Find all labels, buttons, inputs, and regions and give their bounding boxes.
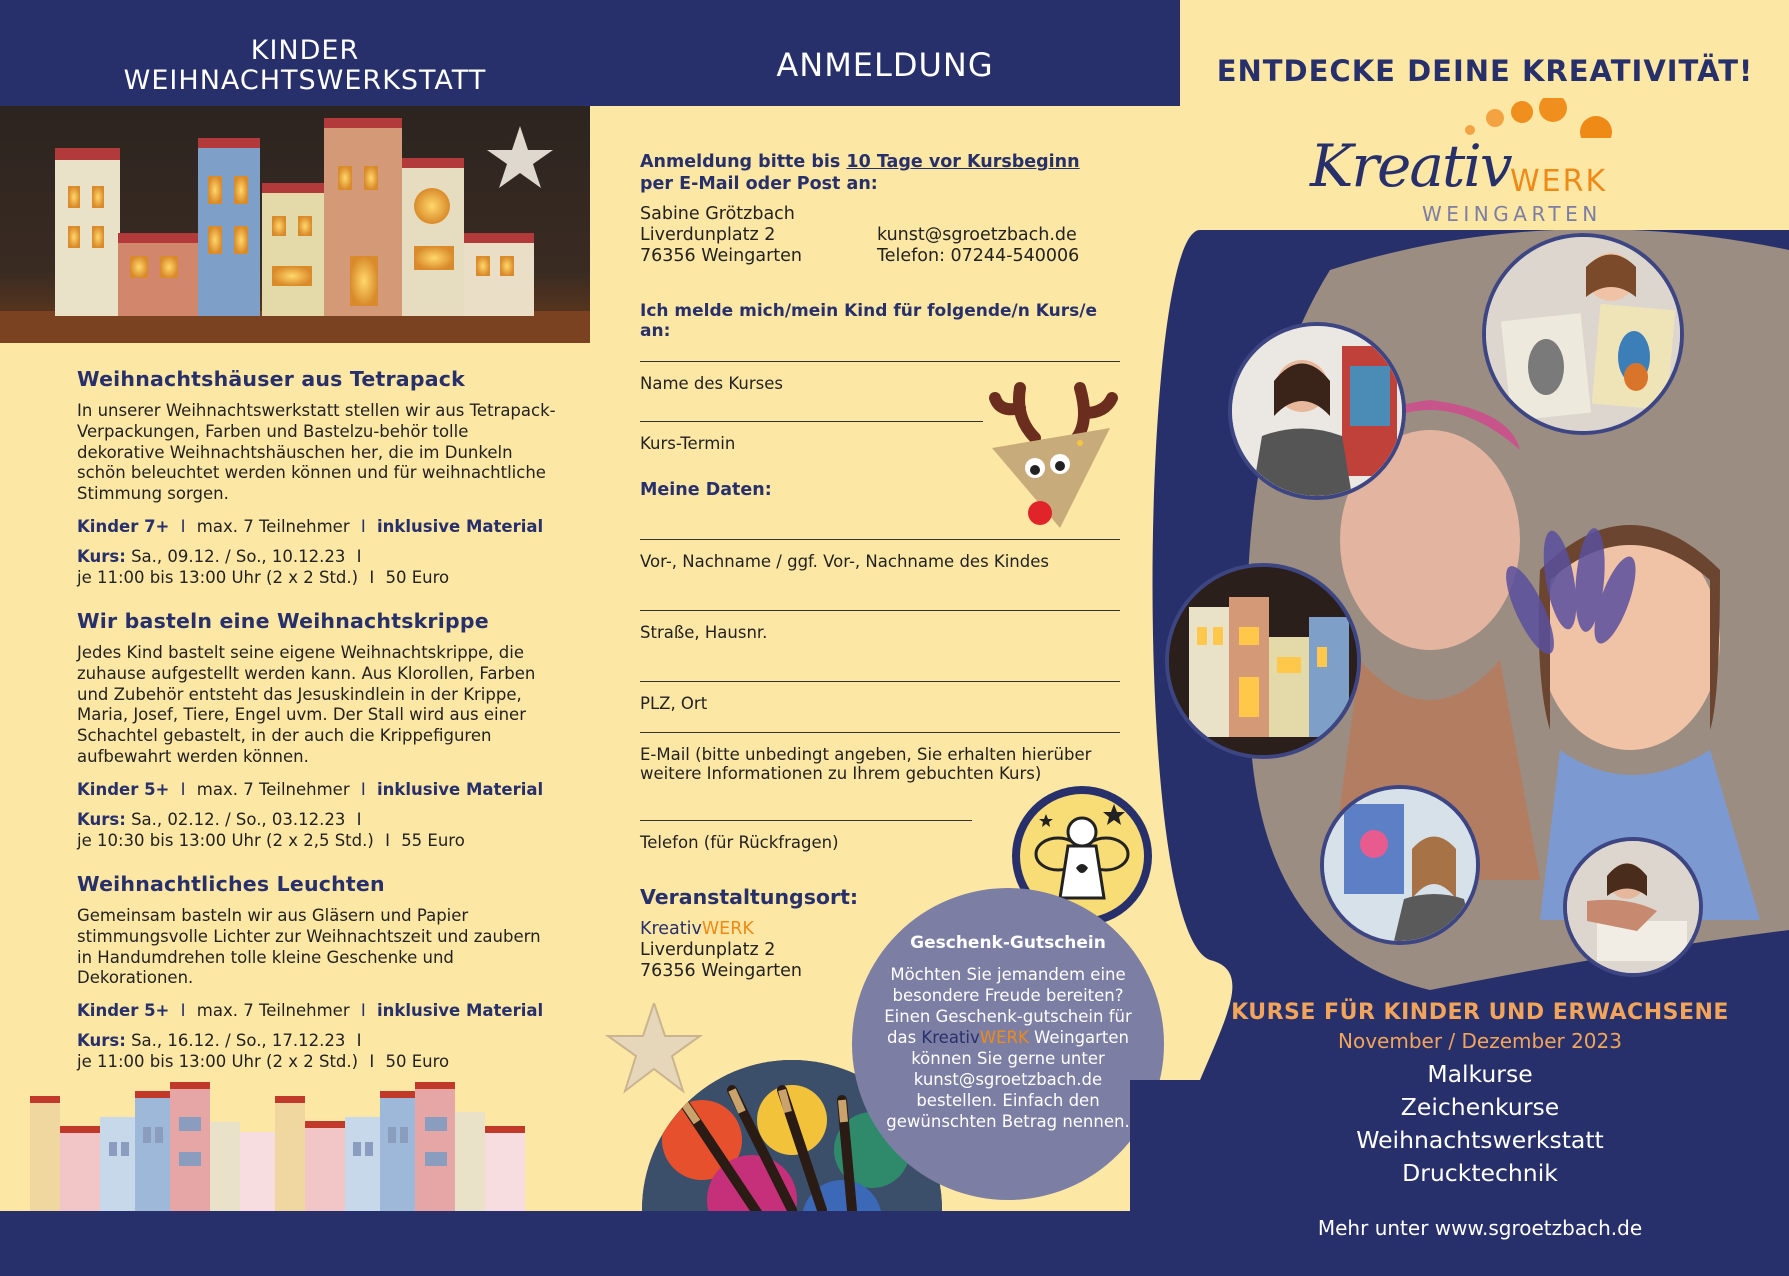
separator: I — [360, 516, 366, 536]
city-label: PLZ, Ort — [640, 694, 708, 713]
left-header-line1: KINDER — [250, 35, 360, 66]
contact-city: 76356 Weingarten — [640, 246, 802, 266]
venue-city: 76356 Weingarten — [640, 961, 802, 981]
middle-header-title: ANMELDUNG — [776, 46, 994, 84]
brand-werk: WERK — [701, 919, 754, 939]
course-name-line[interactable] — [640, 361, 1120, 362]
course-title: Weihnachtshäuser aus Tetrapack — [77, 367, 465, 391]
gift-body-before: Möchten Sie jemandem eine besondere Freude bereiten? Einen Geschenk-gutschein für das — [884, 965, 1132, 1047]
contact-details — [877, 225, 1137, 267]
gift-body — [882, 964, 1134, 1132]
course-list-item: Weihnachtswerkstatt — [1356, 1126, 1604, 1154]
venue-title: Veranstaltungsort: — [640, 885, 859, 909]
email-label: E-Mail (bitte unbedingt angeben, Sie erhalten hierüber weitere Informationen zu Ihrem gebuchten Kurs) — [640, 745, 1092, 783]
name-label: Vor-, Nachname / ggf. Vor-, Nachname des Kindes — [640, 552, 1049, 571]
gift-voucher-circle — [852, 888, 1164, 1200]
course-price: 50 Euro — [385, 1052, 450, 1072]
separator: I — [180, 779, 186, 799]
course-material: inklusive Material — [377, 516, 544, 536]
bottom-houses-decoration — [25, 1082, 585, 1212]
course-list — [1200, 1058, 1760, 1190]
course-description: In unserer Weihnachtswerkstatt stellen wir aus Tetrapack-Verpackungen, Farben und Bastelzu-behör tolle dekorative Weihnachtshäuschen her, die im Dunkeln schön beleuchtet werden können und für weihnachtliche Stimmung sorgen. — [77, 401, 556, 504]
course-time: je 11:00 bis 13:00 Uhr (2 x 2 Std.) — [77, 567, 359, 587]
course-time: je 11:00 bis 13:00 Uhr (2 x 2 Std.) — [77, 1052, 359, 1072]
course-list-item: Zeichenkurse — [1400, 1093, 1560, 1121]
phone-label: Telefon (für Rückfragen) — [640, 833, 839, 852]
separator: I — [369, 567, 375, 587]
course-time: je 10:30 bis 13:00 Uhr (2 x 2,5 Std.) — [77, 830, 374, 850]
course-prompt: Ich melde mich/mein Kind für folgende/n Kurs/e an: — [640, 301, 1097, 341]
venue-street: Liverdunplatz 2 — [640, 940, 776, 960]
course-title: Wir basteln eine Weihnachtskrippe — [77, 609, 489, 633]
course-meta — [77, 779, 557, 800]
gift-brand-werk: WERK — [979, 1028, 1029, 1047]
photo-woman-drawing — [1563, 837, 1703, 977]
gift-brand-kreativ: Kreativ — [921, 1028, 980, 1047]
photo-christmas-houses-illustration — [1169, 567, 1357, 755]
phone-line[interactable] — [640, 820, 972, 821]
course-dates: Sa., 16.12. / So., 17.12.23 — [131, 1031, 346, 1051]
course-dates: Sa., 09.12. / So., 10.12.23 — [131, 546, 346, 566]
separator: I — [360, 1001, 366, 1021]
my-data-heading: Meine Daten: — [640, 480, 772, 500]
separator: I — [356, 546, 362, 566]
course-kurs-label: Kurs: — [77, 546, 126, 566]
gift-body-after: Weingarten können Sie gerne unter kunst@sgroetzbach.de bestellen. Einfach den gewünschten Betrag nennen. — [886, 1028, 1130, 1131]
courses-title: KURSE FÜR KINDER UND ERWACHSENE — [1231, 1000, 1729, 1025]
course-meta — [77, 516, 557, 537]
gift-title: Geschenk-Gutschein — [910, 933, 1106, 953]
headline: ENTDECKE DEINE KREATIVITÄT! — [1216, 54, 1754, 88]
star-decoration — [605, 1003, 703, 1095]
course-age: Kinder 5+ — [77, 1001, 170, 1021]
photo-woman-drawing-illustration — [1567, 841, 1699, 973]
course-name-label: Name des Kurses — [640, 374, 783, 393]
course-material: inklusive Material — [377, 1001, 544, 1021]
course-kurs-label: Kurs: — [77, 1031, 126, 1051]
city-line[interactable] — [640, 681, 1120, 682]
separator: I — [360, 779, 366, 799]
course-age: Kinder 7+ — [77, 516, 170, 536]
registration-deadline-link: 10 Tage vor Kursbeginn — [846, 152, 1080, 172]
logo-script: Kreativ — [1310, 132, 1511, 200]
course-participants: max. 7 Teilnehmer — [196, 779, 350, 799]
course-material: inklusive Material — [377, 779, 544, 799]
course-section-3 — [77, 872, 557, 1072]
photo-woman-painting-illustration — [1232, 326, 1402, 496]
logo-werk: WERK — [1510, 164, 1608, 199]
logo-sub: WEINGARTEN — [1422, 202, 1602, 226]
name-line[interactable] — [640, 539, 1120, 540]
course-list-item: Malkurse — [1427, 1060, 1533, 1088]
course-price: 55 Euro — [401, 830, 465, 850]
course-description: Gemeinsam basteln wir aus Gläsern und Papier stimmungsvolle Lichter zur Weihnachtszeit und zaubern in Handumdrehen tolle kleine Geschenke und Dekorationen. — [77, 906, 541, 988]
course-date-line[interactable] — [640, 421, 983, 422]
separator: I — [385, 830, 390, 850]
courses-date: November / Dezember 2023 — [1338, 1029, 1622, 1053]
course-dates: Sa., 02.12. / So., 03.12.23 — [131, 809, 346, 829]
reindeer-decoration — [980, 368, 1135, 538]
course-age: Kinder 5+ — [77, 779, 170, 799]
course-schedule — [77, 1030, 557, 1072]
registration-intro — [640, 151, 1120, 195]
contact-name: Sabine Grötzbach — [640, 204, 795, 224]
registration-intro-prefix: Anmeldung bitte bis — [640, 152, 847, 172]
course-description: Jedes Kind bastelt seine eigene Weihnachtskrippe, die zuhause aufgestellt werden kann. Aus Klorollen, Farben und Zubehör entsteht das Jesuskindlein in der Krippe, Maria, Josef, Tiere, Engel uvm. Der Stall wird aus einer Schachtel gebastelt, in der auch die Krippefiguren aufbewahrt werden können. — [77, 643, 536, 766]
contact-address — [640, 204, 880, 267]
separator: I — [356, 1031, 362, 1051]
separator: I — [180, 516, 186, 536]
hero-christmas-houses-image — [0, 106, 590, 343]
hero-houses-illustration — [0, 106, 590, 343]
separator: I — [369, 1052, 375, 1072]
brand-kreativ: Kreativ — [640, 919, 702, 939]
photo-christmas-houses — [1165, 563, 1361, 759]
photo-child-painting — [1320, 785, 1480, 945]
course-kurs-label: Kurs: — [77, 809, 126, 829]
course-schedule — [77, 546, 557, 588]
course-price: 50 Euro — [385, 567, 450, 587]
kreativwerk-logo — [1310, 98, 1640, 228]
photo-girl-drawings-illustration — [1486, 237, 1680, 431]
registration-intro-suffix: per E-Mail oder Post an: — [640, 174, 878, 194]
course-meta — [77, 1000, 557, 1021]
course-title: Weihnachtliches Leuchten — [77, 872, 385, 896]
photo-woman-painting — [1228, 322, 1406, 500]
separator: I — [180, 1001, 186, 1021]
separator: I — [356, 809, 362, 829]
course-participants: max. 7 Teilnehmer — [196, 516, 350, 536]
email-line[interactable] — [640, 732, 1120, 733]
more-link[interactable]: Mehr unter www.sgroetzbach.de — [1317, 1216, 1643, 1240]
left-header-title — [70, 36, 540, 96]
contact-street: Liverdunplatz 2 — [640, 225, 776, 245]
course-section-2 — [77, 609, 557, 851]
photo-girl-drawings — [1482, 233, 1684, 435]
street-line[interactable] — [640, 610, 1120, 611]
street-label: Straße, Hausnr. — [640, 623, 768, 642]
contact-email[interactable]: kunst@sgroetzbach.de — [877, 225, 1077, 245]
contact-phone: Telefon: 07244-540006 — [877, 246, 1080, 266]
course-list-item: Drucktechnik — [1402, 1159, 1558, 1187]
course-date-label: Kurs-Termin — [640, 434, 736, 453]
left-header-line2: WEIHNACHTSWERKSTATT — [123, 65, 487, 96]
course-schedule — [77, 809, 557, 851]
photo-child-painting-illustration — [1324, 789, 1476, 941]
course-section-1 — [77, 367, 557, 588]
course-participants: max. 7 Teilnehmer — [196, 1001, 350, 1021]
